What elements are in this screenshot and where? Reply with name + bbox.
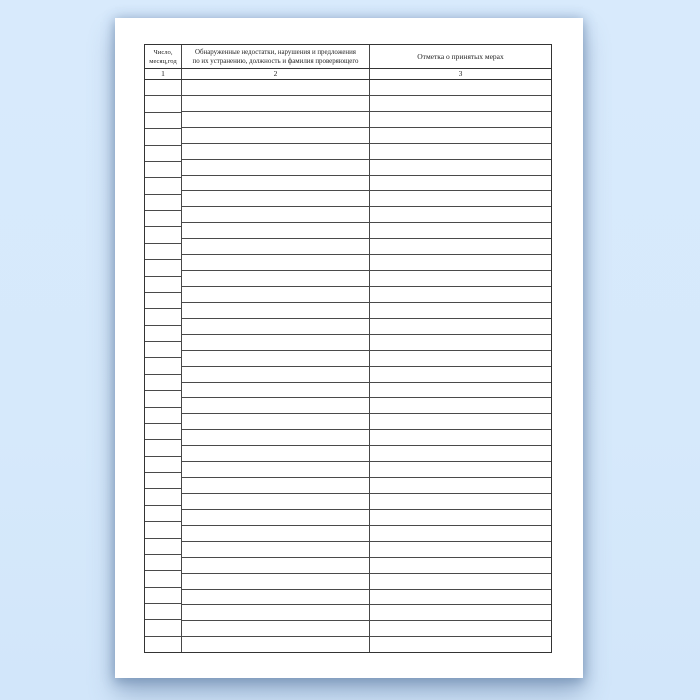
table-row	[145, 555, 181, 571]
table-row	[182, 176, 369, 192]
table-row	[370, 255, 551, 271]
table-row	[145, 211, 181, 227]
table-row	[145, 424, 181, 440]
table-row	[182, 191, 369, 207]
table-row	[370, 462, 551, 478]
table-row	[145, 539, 181, 555]
findings-column	[182, 80, 370, 652]
table-row	[370, 446, 551, 462]
table-row	[145, 129, 181, 145]
table-row	[145, 326, 181, 342]
table-row	[182, 239, 369, 255]
header-measures-label: Отметка о принятых мерах	[417, 51, 504, 61]
table-row	[370, 271, 551, 287]
table-row	[145, 178, 181, 194]
table-row	[145, 293, 181, 309]
table-row	[370, 176, 551, 192]
table-row	[182, 510, 369, 526]
table-row	[182, 414, 369, 430]
header-findings-line2: по их устранению, должность и фамилия проверяющего	[192, 57, 359, 65]
column-number-2: 2	[182, 69, 370, 79]
table-row	[145, 522, 181, 538]
table-row	[370, 80, 551, 96]
table-row	[182, 574, 369, 590]
table-row	[370, 621, 551, 637]
table-header-row	[145, 45, 551, 69]
table-row	[370, 526, 551, 542]
table-row	[182, 367, 369, 383]
table-row	[370, 430, 551, 446]
table-row	[145, 588, 181, 604]
table-row	[145, 637, 181, 652]
table-row	[145, 80, 181, 96]
table-row	[370, 239, 551, 255]
table-row	[182, 558, 369, 574]
table-row	[182, 637, 369, 652]
date-column	[145, 80, 182, 652]
table-row	[145, 195, 181, 211]
table-row	[182, 542, 369, 558]
table-row	[145, 260, 181, 276]
table-row	[182, 223, 369, 239]
table-row	[182, 335, 369, 351]
table-body	[145, 80, 551, 652]
table-row	[145, 244, 181, 260]
table-row	[370, 144, 551, 160]
header-findings-line1: Обнаруженные недостатки, нарушения и предложения	[195, 48, 356, 56]
table-row	[182, 128, 369, 144]
table-row	[370, 351, 551, 367]
table-row	[370, 605, 551, 621]
table-row	[370, 367, 551, 383]
journal-page	[115, 18, 583, 678]
table-row	[370, 223, 551, 239]
table-row	[145, 146, 181, 162]
table-row	[370, 510, 551, 526]
table-row	[182, 383, 369, 399]
inspection-log-table	[144, 44, 552, 653]
table-row	[370, 160, 551, 176]
table-row	[370, 590, 551, 606]
table-row	[370, 96, 551, 112]
table-row	[182, 80, 369, 96]
table-row	[182, 303, 369, 319]
table-row	[145, 375, 181, 391]
table-row	[145, 620, 181, 636]
table-row	[370, 542, 551, 558]
table-row	[370, 558, 551, 574]
table-row	[145, 277, 181, 293]
header-cell-findings	[182, 45, 370, 68]
table-row	[370, 303, 551, 319]
table-row	[145, 391, 181, 407]
table-row	[182, 319, 369, 335]
table-row	[182, 526, 369, 542]
table-row	[370, 128, 551, 144]
table-row	[145, 571, 181, 587]
table-row	[370, 287, 551, 303]
table-row	[182, 271, 369, 287]
table-row	[145, 473, 181, 489]
table-row	[182, 430, 369, 446]
table-row	[145, 440, 181, 456]
table-row	[145, 489, 181, 505]
table-row	[182, 398, 369, 414]
measures-column	[370, 80, 551, 652]
table-row	[370, 207, 551, 223]
column-number-1: 1	[145, 69, 182, 79]
header-date-line2: месяц,год	[149, 57, 177, 65]
table-row	[182, 96, 369, 112]
table-row	[145, 506, 181, 522]
column-number-3: 3	[458, 69, 463, 78]
table-row	[370, 398, 551, 414]
table-row	[370, 383, 551, 399]
table-row	[145, 113, 181, 129]
table-row	[370, 637, 551, 652]
table-row	[182, 112, 369, 128]
table-row	[182, 255, 369, 271]
table-row	[370, 112, 551, 128]
header-date-line1: Число,	[153, 48, 173, 56]
table-row	[370, 478, 551, 494]
table-row	[182, 605, 369, 621]
column-number-row	[145, 69, 551, 80]
table-row	[145, 227, 181, 243]
table-row	[182, 144, 369, 160]
table-row	[370, 335, 551, 351]
table-row	[145, 309, 181, 325]
header-cell-measures	[370, 45, 551, 68]
table-row	[182, 494, 369, 510]
table-row	[370, 494, 551, 510]
table-row	[145, 457, 181, 473]
table-row	[182, 478, 369, 494]
table-row	[182, 351, 369, 367]
table-row	[145, 96, 181, 112]
table-row	[370, 414, 551, 430]
table-row	[182, 621, 369, 637]
table-row	[145, 162, 181, 178]
table-row	[182, 287, 369, 303]
table-row	[370, 574, 551, 590]
table-row	[145, 358, 181, 374]
table-row	[182, 446, 369, 462]
table-row	[370, 191, 551, 207]
table-row	[145, 408, 181, 424]
table-row	[182, 462, 369, 478]
header-cell-date	[145, 45, 182, 68]
table-row	[182, 160, 369, 176]
table-row	[145, 342, 181, 358]
table-row	[370, 319, 551, 335]
table-row	[182, 207, 369, 223]
table-row	[182, 590, 369, 606]
table-row	[145, 604, 181, 620]
